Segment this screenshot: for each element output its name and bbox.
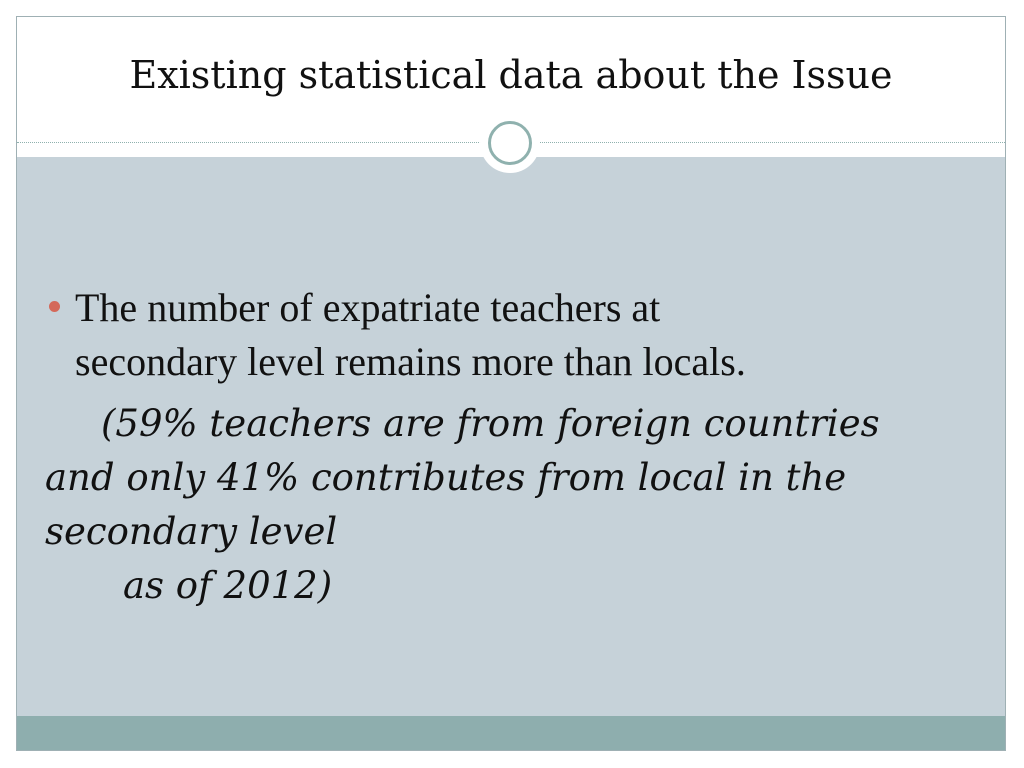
note-line-2: and only 41% contributes from local in the [45,456,847,499]
divider-ring-icon [480,113,540,173]
note-line-3: secondary level [45,510,338,553]
note-line-1: (59% teachers are from foreign countries [101,402,880,445]
statistics-note [45,397,975,613]
slide-title: Existing statistical data about the Issue [129,53,893,97]
slide [16,16,1006,751]
bullet-line-1: The number of expatriate teachers at [75,285,661,330]
divider-ring-inner [488,121,532,165]
note-line-4: as of 2012) [123,564,333,607]
bullet-line-2: secondary level remains more than locals. [75,339,746,384]
bullet-text [75,281,935,389]
footer-band [17,716,1005,751]
bullet-dot-icon [49,301,60,312]
